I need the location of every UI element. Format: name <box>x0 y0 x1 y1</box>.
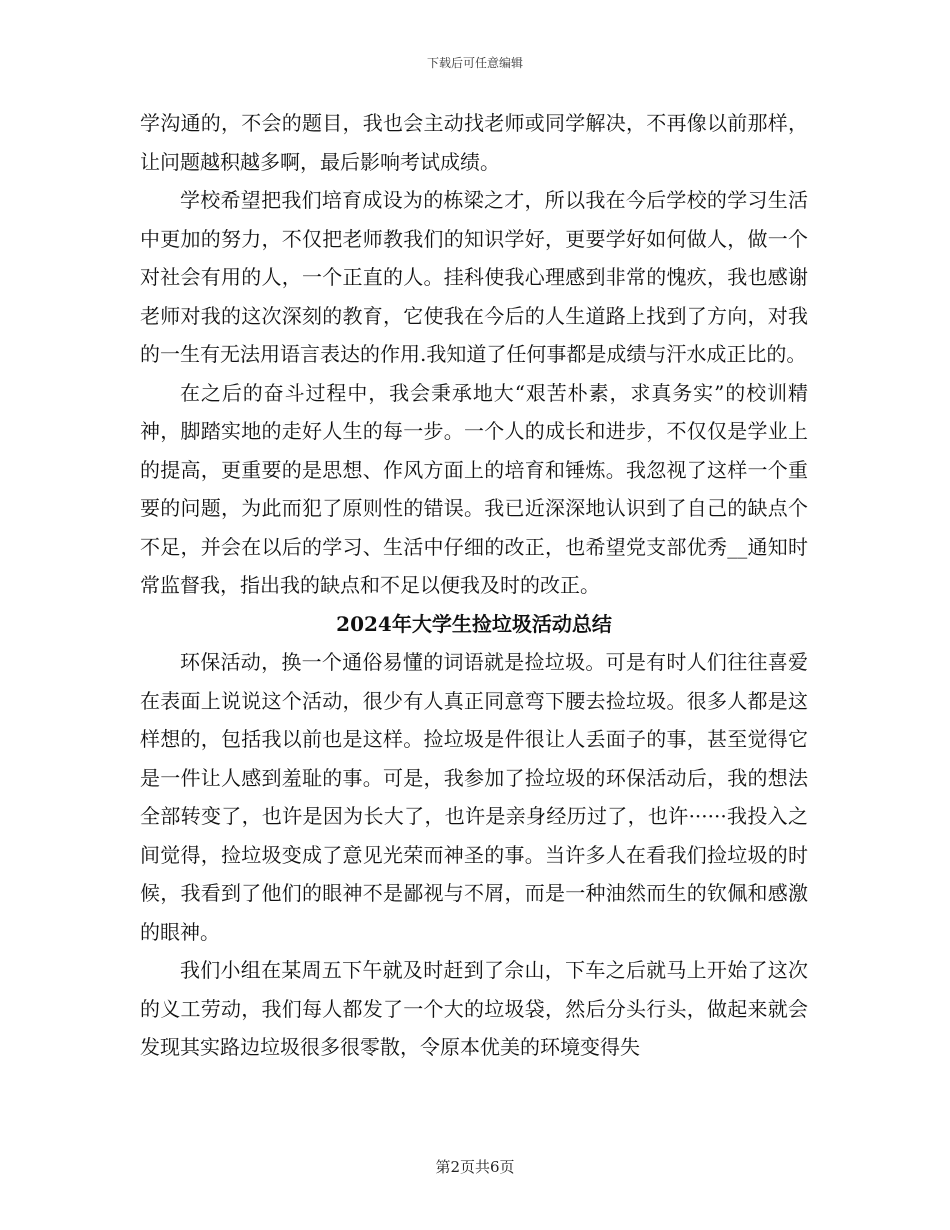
paragraph-5: 我们小组在某周五下午就及时赶到了佘山，下车之后就马上开始了这次的义工劳动，我们每人都发了一个大的垃圾袋，然后分头行头，做起来就会发现其实路边垃圾很多很零散，令原本优美的环境变得失 <box>140 958 808 1059</box>
document-body <box>140 104 808 1067</box>
page-number: 第2页共6页 <box>435 1158 515 1176</box>
paragraph-1: 学沟通的，不会的题目，我也会主动找老师或同学解决，不再像以前那样，让问题越积越多啊，最后影响考试成绩。 <box>140 111 808 174</box>
page-header-note: 下载后可任意编辑 <box>426 56 523 70</box>
section-title: 2024年大学生捡垃圾活动总结 <box>336 611 612 636</box>
paragraph-3: 在之后的奋斗过程中，我会秉承地大“艰苦朴素，求真务实”的校训精神，脚踏实地的走好人生的每一步。一个人的成长和进步，不仅仅是学业上的提高，更重要的是思想、作风方面上的培育和锤炼。我忽视了这样一个重要的问题，为此而犯了原则性的错误。我已近深深地认识到了自己的缺点个不足，并会在以后的学习、生活中仔细的改正，也希望党支部优秀__通知时常监督我，指出我的缺点和不足以便我及时的改正。 <box>140 380 808 597</box>
paragraph-2: 学校希望把我们培育成设为的栋梁之才，所以我在今后学校的学习生活中更加的努力，不仅把老师教我们的知识学好，更要学好如何做人，做一个对社会有用的人，一个正直的人。挂科使我心理感到非常的愧疚，我也感谢老师对我的这次深刻的教育，它使我在今后的人生道路上找到了方向，对我的一生有无法用语言表达的作用.我知道了任何事都是成绩与汗水成正比的。 <box>140 188 808 366</box>
paragraph-4: 环保活动，换一个通俗易懂的词语就是捡垃圾。可是有时人们往往喜爱在表面上说说这个活动，很少有人真正同意弯下腰去捡垃圾。很多人都是这样想的，包括我以前也是这样。捡垃圾是件很让人丢面子的事，甚至觉得它是一件让人感到羞耻的事。可是，我参加了捡垃圾的环保活动后，我的想法全部转变了，也许是因为长大了，也许是亲身经历过了，也许······我投入之间觉得，捡垃圾变成了意见光荣而神圣的事。当许多人在看我们捡垃圾的时候，我看到了他们的眼神不是鄙视与不屑，而是一种油然而生的钦佩和感激的眼神。 <box>140 650 808 944</box>
